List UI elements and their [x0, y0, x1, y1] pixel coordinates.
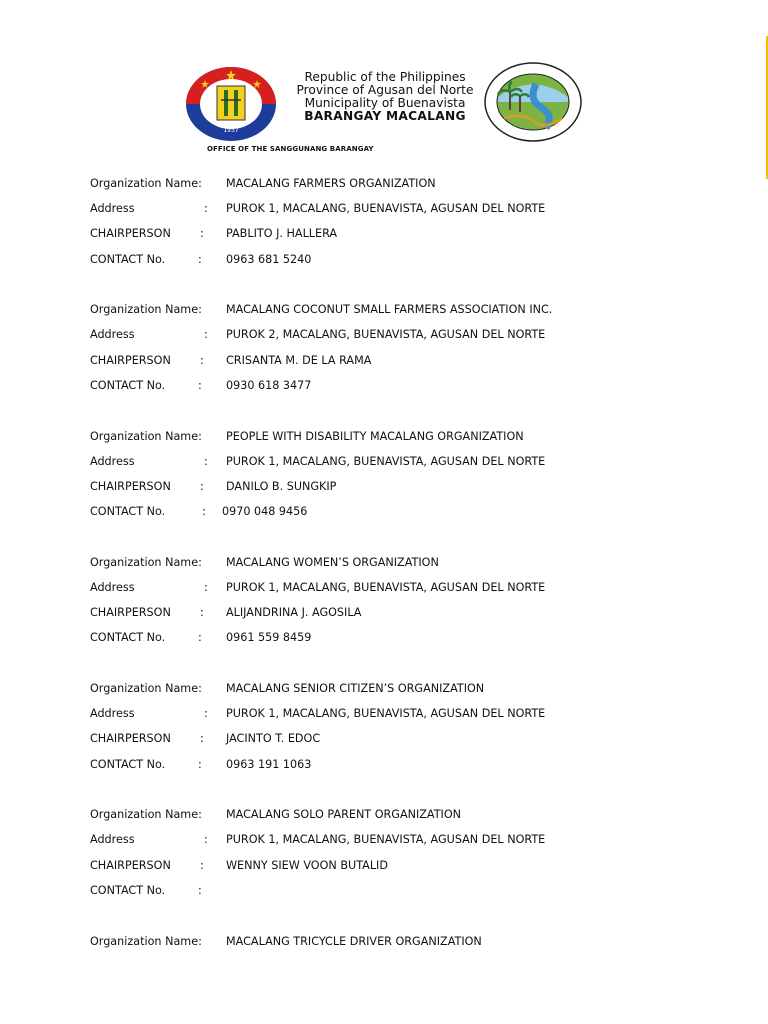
address-row [90, 579, 730, 604]
colon: : [204, 454, 208, 468]
org-name-value: MACALANG SOLO PARENT ORGANIZATION [226, 808, 462, 822]
colon: : [200, 227, 204, 241]
org-name-label: Organization Name: [90, 177, 202, 190]
municipality-seal-icon [484, 62, 582, 142]
header-country: Republic of the Philippines [304, 70, 466, 84]
address-label: Address [90, 202, 135, 216]
organization-entry [90, 554, 730, 655]
contact-value: 0963 191 1063 [226, 757, 312, 771]
chairperson-value: DANILO B. SUNGKIP [226, 479, 337, 493]
chairperson-label: CHAIRPERSON [90, 353, 171, 367]
colon: : [204, 580, 208, 594]
colon: : [202, 505, 206, 519]
colon: : [204, 707, 208, 721]
org-name-row [90, 301, 730, 326]
organizations-list [90, 175, 730, 983]
chairperson-value: ALIJANDRINA J. AGOSILA [226, 606, 362, 620]
svg-text:1937: 1937 [223, 127, 239, 134]
address-value: PUROK 2, MACALANG, BUENAVISTA, AGUSAN DEL NORTE [226, 328, 546, 342]
colon: : [200, 479, 204, 493]
contact-row [90, 756, 730, 781]
chairperson-row [90, 352, 730, 377]
header-barangay: BARANGAY MACALANG [304, 109, 466, 123]
chairperson-label: CHAIRPERSON [90, 732, 171, 746]
contact-label: CONTACT No. [90, 883, 166, 897]
address-label: Address [90, 580, 135, 594]
colon: : [200, 606, 204, 620]
chairperson-row [90, 604, 730, 629]
colon: : [198, 631, 202, 645]
chairperson-value: PABLITO J. HALLERA [226, 227, 338, 241]
chairperson-row [90, 857, 730, 882]
address-value: PUROK 1, MACALANG, BUENAVISTA, AGUSAN DEL NORTE [226, 707, 546, 721]
org-name-label: Organization Name: [90, 429, 202, 443]
address-label: Address [90, 454, 135, 468]
contact-row [90, 882, 730, 907]
org-name-row [90, 806, 730, 831]
contact-row [90, 503, 730, 528]
org-name-label: Organization Name: [90, 682, 202, 695]
office-title: OFFICE OF THE SANGGUNANG BARANGAY [207, 145, 374, 153]
document-header [0, 0, 768, 160]
org-name-row [90, 428, 730, 453]
chairperson-value: WENNY SIEW VOON BUTALID [226, 858, 388, 872]
address-label: Address [90, 707, 135, 721]
chairperson-row [90, 225, 730, 250]
colon: : [198, 252, 202, 266]
organization-entry [90, 301, 730, 402]
contact-row [90, 251, 730, 276]
org-name-value: MACALANG WOMEN’S ORGANIZATION [226, 555, 439, 569]
colon: : [200, 353, 204, 367]
org-name-label: Organization Name: [90, 808, 202, 822]
address-row [90, 705, 730, 730]
organization-entry [90, 806, 730, 907]
org-name-row [90, 175, 730, 200]
contact-value: 0970 048 9456 [222, 505, 308, 519]
contact-label: CONTACT No. [90, 631, 166, 645]
address-value: PUROK 1, MACALANG, BUENAVISTA, AGUSAN DEL NORTE [226, 454, 546, 468]
contact-value: 0963 681 5240 [226, 252, 312, 266]
address-row [90, 326, 730, 351]
chairperson-label: CHAIRPERSON [90, 858, 171, 872]
colon: : [204, 833, 208, 847]
address-row [90, 831, 730, 856]
organization-entry [90, 428, 730, 529]
address-value: PUROK 1, MACALANG, BUENAVISTA, AGUSAN DEL NORTE [226, 833, 546, 847]
colon: : [198, 378, 202, 392]
chairperson-row [90, 730, 730, 755]
org-name-label: Organization Name: [90, 934, 202, 948]
org-name-value: MACALANG COCONUT SMALL FARMERS ASSOCIATION INC. [226, 303, 553, 317]
chairperson-label: CHAIRPERSON [90, 606, 171, 620]
org-name-label: Organization Name: [90, 555, 202, 569]
contact-row [90, 629, 730, 654]
org-name-row [90, 933, 730, 958]
org-name-value: MACALANG FARMERS ORGANIZATION [226, 177, 436, 190]
address-value: PUROK 1, MACALANG, BUENAVISTA, AGUSAN DEL NORTE [226, 580, 546, 594]
chairperson-value: JACINTO T. EDOC [226, 732, 321, 746]
colon: : [200, 732, 204, 746]
contact-row [90, 377, 730, 402]
org-name-value: PEOPLE WITH DISABILITY MACALANG ORGANIZATION [226, 429, 524, 443]
address-value: PUROK 1, MACALANG, BUENAVISTA, AGUSAN DEL NORTE [226, 202, 546, 216]
header-province: Province of Agusan del Norte [296, 83, 474, 97]
org-name-row [90, 554, 730, 579]
organization-entry [90, 680, 730, 781]
org-name-value: MACALANG SENIOR CITIZEN’S ORGANIZATION [226, 682, 485, 695]
colon: : [200, 858, 204, 872]
colon: : [198, 757, 202, 771]
address-label: Address [90, 328, 135, 342]
contact-value: 0961 559 8459 [226, 631, 312, 645]
address-row [90, 200, 730, 225]
chairperson-label: CHAIRPERSON [90, 227, 171, 241]
address-label: Address [90, 833, 135, 847]
org-name-row [90, 680, 730, 705]
chairperson-row [90, 478, 730, 503]
chairperson-value: CRISANTA M. DE LA RAMA [226, 353, 372, 367]
contact-label: CONTACT No. [90, 757, 166, 771]
colon: : [198, 883, 202, 897]
contact-label: CONTACT No. [90, 378, 166, 392]
header-municipality: Municipality of Buenavista [304, 96, 466, 110]
contact-label: CONTACT No. [90, 505, 166, 519]
colon: : [204, 328, 208, 342]
organization-entry [90, 175, 730, 276]
buenavista-seal-icon [185, 66, 277, 142]
org-name-value: MACALANG TRICYCLE DRIVER ORGANIZATION [226, 934, 482, 948]
header-text-block [276, 71, 494, 123]
contact-label: CONTACT No. [90, 252, 166, 266]
chairperson-label: CHAIRPERSON [90, 479, 171, 493]
colon: : [204, 202, 208, 216]
org-name-label: Organization Name: [90, 303, 202, 317]
contact-value: 0930 618 3477 [226, 378, 312, 392]
address-row [90, 453, 730, 478]
organization-entry [90, 933, 730, 958]
